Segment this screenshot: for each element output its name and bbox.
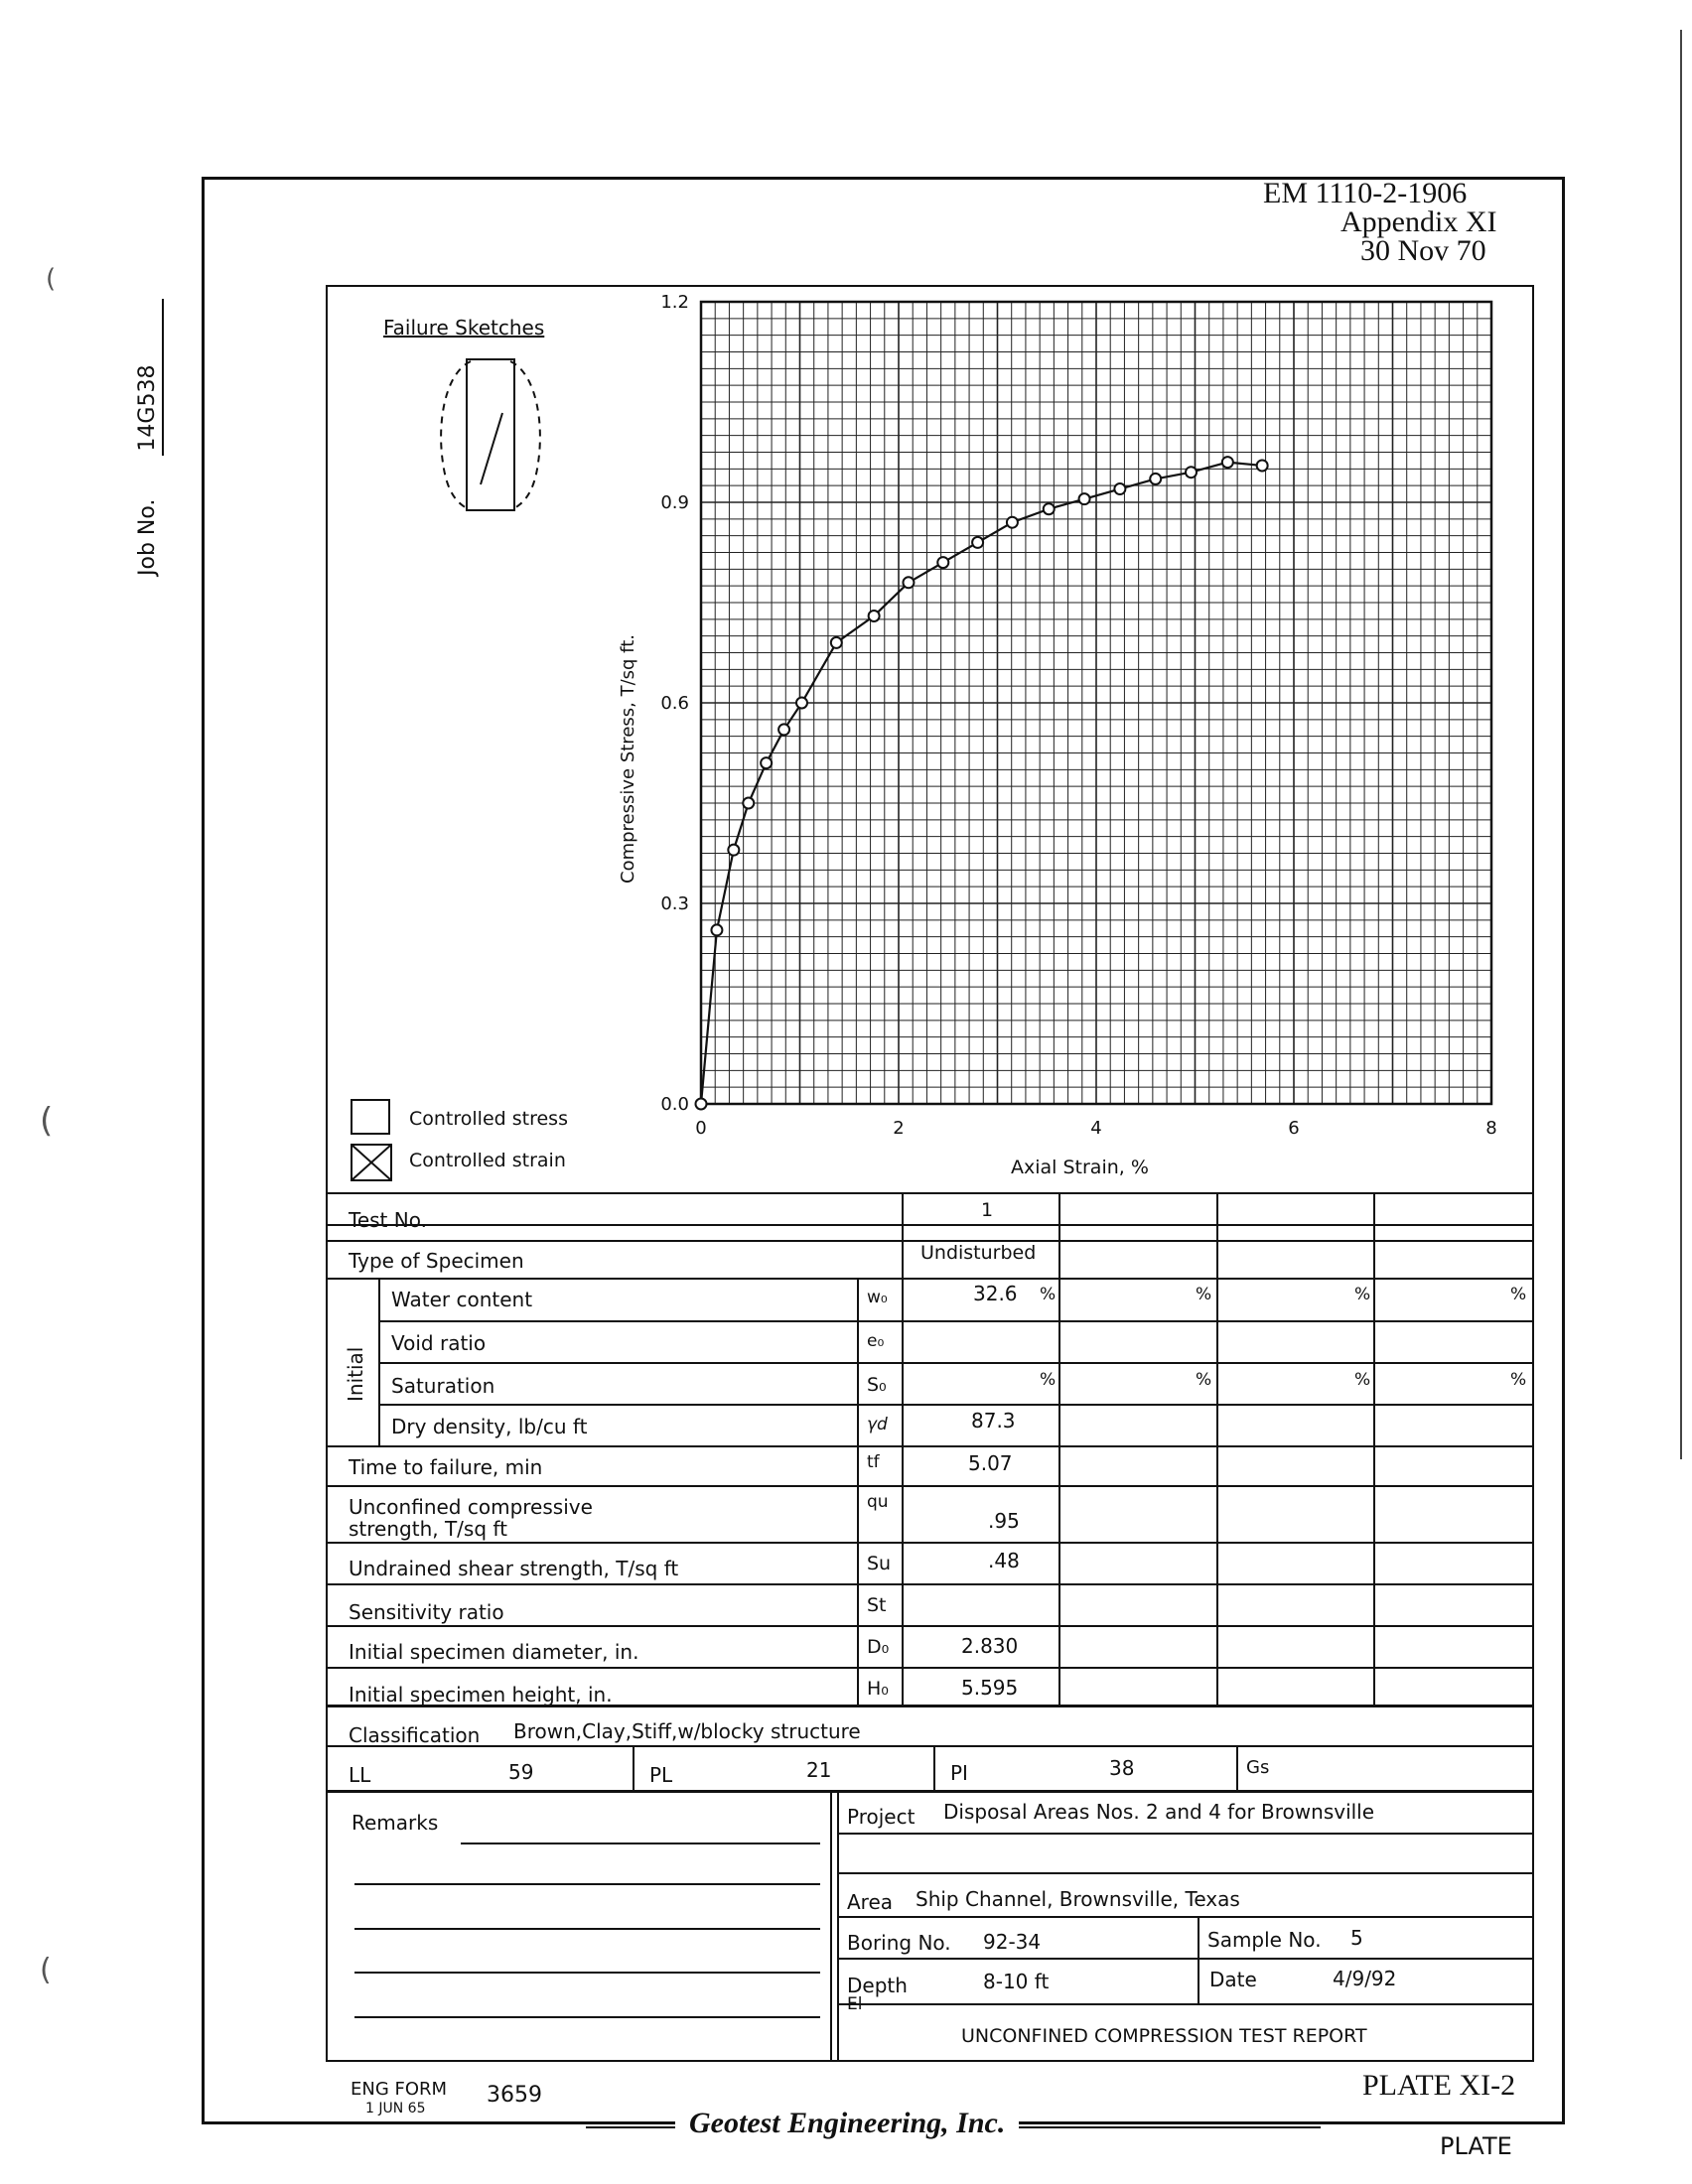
specimen-type-value: Undisturbed — [920, 1242, 1037, 1264]
ucs-value: .95 — [988, 1509, 1020, 1533]
data-point — [796, 698, 807, 709]
data-point — [711, 924, 722, 935]
eng-form-number: 3659 — [487, 2083, 542, 2108]
water-content-value: 32.6 — [973, 1282, 1018, 1305]
data-point — [1007, 517, 1018, 528]
ll-label: LL — [349, 1763, 371, 1787]
stress-strain-chart — [596, 288, 1509, 1191]
classification-value: Brown,Clay,Stiff,w/blocky structure — [513, 1719, 861, 1743]
boring-label: Boring No. — [847, 1931, 951, 1955]
pi-label: PI — [950, 1761, 968, 1785]
x-tick-label: 0 — [695, 1118, 707, 1139]
dry-density-symbol: γd — [867, 1415, 888, 1434]
depth-label: Depth — [847, 1974, 908, 1997]
header-date: 30 Nov 70 — [1360, 234, 1486, 267]
x-tick-label: 6 — [1288, 1118, 1300, 1139]
data-point — [1079, 493, 1090, 504]
binding-mark: ( — [40, 1953, 52, 1987]
height-value: 5.595 — [961, 1676, 1019, 1700]
remarks-line — [354, 1972, 820, 1974]
header-em-number: EM 1110-2-1906 — [1263, 177, 1468, 209]
time-to-failure-value: 5.07 — [968, 1451, 1013, 1475]
area-label: Area — [847, 1890, 894, 1914]
report-title: UNCONFINED COMPRESSION TEST REPORT — [961, 2025, 1367, 2047]
ucs-symbol: qu — [867, 1492, 889, 1512]
ucs-label-line2: strength, T/sq ft — [349, 1517, 507, 1541]
gs-label: Gs — [1246, 1757, 1270, 1778]
data-point — [1222, 457, 1233, 468]
time-to-failure-label: Time to failure, min — [349, 1455, 543, 1479]
binding-mark: ( — [46, 264, 57, 294]
controlled-stress-box — [351, 1099, 390, 1135]
shear-strength-label: Undrained shear strength, T/sq ft — [349, 1557, 679, 1580]
water-content-label: Water content — [391, 1288, 533, 1311]
initial-group-label: Initial — [344, 1346, 367, 1402]
ucs-label-line1: Unconfined compressive — [349, 1495, 593, 1519]
saturation-percent: % — [1354, 1370, 1371, 1390]
remarks-line — [354, 2016, 820, 2018]
area-value: Ship Channel, Brownsville, Texas — [916, 1887, 1240, 1911]
header-appendix: Appendix XI — [1340, 205, 1497, 238]
sensitivity-symbol: St — [867, 1594, 887, 1616]
y-tick-label: 0.0 — [660, 1094, 689, 1115]
job-label: Job No. — [135, 498, 160, 576]
shear-strength-value: .48 — [988, 1549, 1020, 1572]
water-percent: % — [1510, 1285, 1527, 1304]
data-point — [831, 637, 842, 648]
saturation-label: Saturation — [391, 1374, 495, 1398]
test-no-value: 1 — [981, 1199, 994, 1221]
series-line — [701, 463, 1262, 1104]
void-ratio-label: Void ratio — [391, 1331, 487, 1355]
data-point — [728, 845, 739, 856]
data-point — [743, 798, 754, 809]
diameter-value: 2.830 — [961, 1634, 1019, 1658]
project-value: Disposal Areas Nos. 2 and 4 for Brownsville — [943, 1800, 1375, 1824]
x-tick-label: 4 — [1090, 1118, 1102, 1139]
x-tick-label: 2 — [893, 1118, 905, 1139]
data-point — [761, 757, 772, 768]
y-tick-label: 0.3 — [660, 893, 689, 914]
time-to-failure-symbol: tf — [867, 1452, 880, 1472]
controlled-strain-label: Controlled strain — [409, 1150, 566, 1171]
pi-value: 38 — [1109, 1756, 1135, 1780]
test-no-label: Test No. — [349, 1208, 427, 1232]
diameter-symbol: D₀ — [867, 1636, 890, 1658]
y-tick-label: 0.9 — [660, 492, 689, 513]
sensitivity-label: Sensitivity ratio — [349, 1600, 504, 1624]
water-percent: % — [1040, 1285, 1057, 1304]
remarks-line — [354, 1883, 820, 1885]
failure-sketches-title: Failure Sketches — [383, 316, 545, 340]
right-edge-mark — [1680, 30, 1682, 1459]
classification-label: Classification — [349, 1723, 481, 1747]
remarks-label: Remarks — [352, 1811, 439, 1835]
diameter-label: Initial specimen diameter, in. — [349, 1640, 639, 1664]
void-ratio-symbol: e₀ — [867, 1331, 885, 1351]
saturation-percent: % — [1196, 1370, 1212, 1390]
y-tick-label: 1.2 — [660, 292, 689, 313]
data-point — [972, 537, 983, 548]
dry-density-value: 87.3 — [971, 1409, 1016, 1433]
data-point — [778, 724, 789, 735]
job-number: 14G538 — [135, 299, 164, 456]
company-name: Geotest Engineering, Inc. — [675, 2107, 1019, 2140]
water-percent: % — [1196, 1285, 1212, 1304]
saturation-percent: % — [1510, 1370, 1527, 1390]
shear-strength-symbol: Su — [867, 1553, 892, 1574]
project-label: Project — [847, 1805, 916, 1829]
sample-label: Sample No. — [1207, 1928, 1322, 1952]
company-block — [586, 2105, 1321, 2144]
water-content-symbol: w₀ — [867, 1288, 888, 1307]
data-point — [1114, 483, 1125, 494]
height-symbol: H₀ — [867, 1678, 889, 1700]
saturation-percent: % — [1040, 1370, 1057, 1390]
date-label: Date — [1209, 1968, 1257, 1991]
y-axis-title: Compressive Stress, T/sq ft. — [618, 634, 638, 884]
remarks-line — [354, 1928, 820, 1930]
el-label: El — [847, 1994, 863, 2014]
data-point — [1257, 460, 1268, 471]
data-point — [696, 1099, 707, 1110]
boring-value: 92-34 — [983, 1930, 1042, 1954]
saturation-symbol: S₀ — [867, 1374, 887, 1396]
dry-density-label: Dry density, lb/cu ft — [391, 1415, 588, 1438]
depth-value: 8-10 ft — [983, 1970, 1050, 1993]
specimen-type-label: Type of Specimen — [349, 1249, 524, 1273]
data-point — [1150, 474, 1161, 484]
data-point — [937, 557, 948, 568]
x-tick-label: 8 — [1485, 1118, 1497, 1139]
sample-value: 5 — [1350, 1926, 1363, 1950]
data-point — [869, 611, 880, 621]
ll-value: 59 — [508, 1760, 534, 1784]
y-tick-label: 0.6 — [660, 693, 689, 714]
plate-bottom-label: PLATE — [1440, 2132, 1512, 2160]
remarks-line — [461, 1843, 820, 1844]
controlled-stress-label: Controlled stress — [409, 1108, 568, 1130]
data-point — [1186, 467, 1197, 478]
pl-value: 21 — [806, 1758, 832, 1782]
controlled-strain-box — [351, 1144, 392, 1181]
eng-form-date: 1 JUN 65 — [365, 2101, 426, 2116]
date-value: 4/9/92 — [1333, 1967, 1397, 1990]
failure-sketch — [437, 353, 556, 514]
plate-label: PLATE XI-2 — [1362, 2069, 1516, 2102]
data-point — [1044, 503, 1055, 514]
binding-mark: ( — [40, 1101, 54, 1141]
x-axis-title: Axial Strain, % — [1011, 1157, 1149, 1178]
water-percent: % — [1354, 1285, 1371, 1304]
eng-form-label: ENG FORM — [351, 2079, 448, 2100]
data-point — [903, 577, 914, 588]
pl-label: PL — [649, 1763, 673, 1787]
height-label: Initial specimen height, in. — [349, 1683, 613, 1706]
